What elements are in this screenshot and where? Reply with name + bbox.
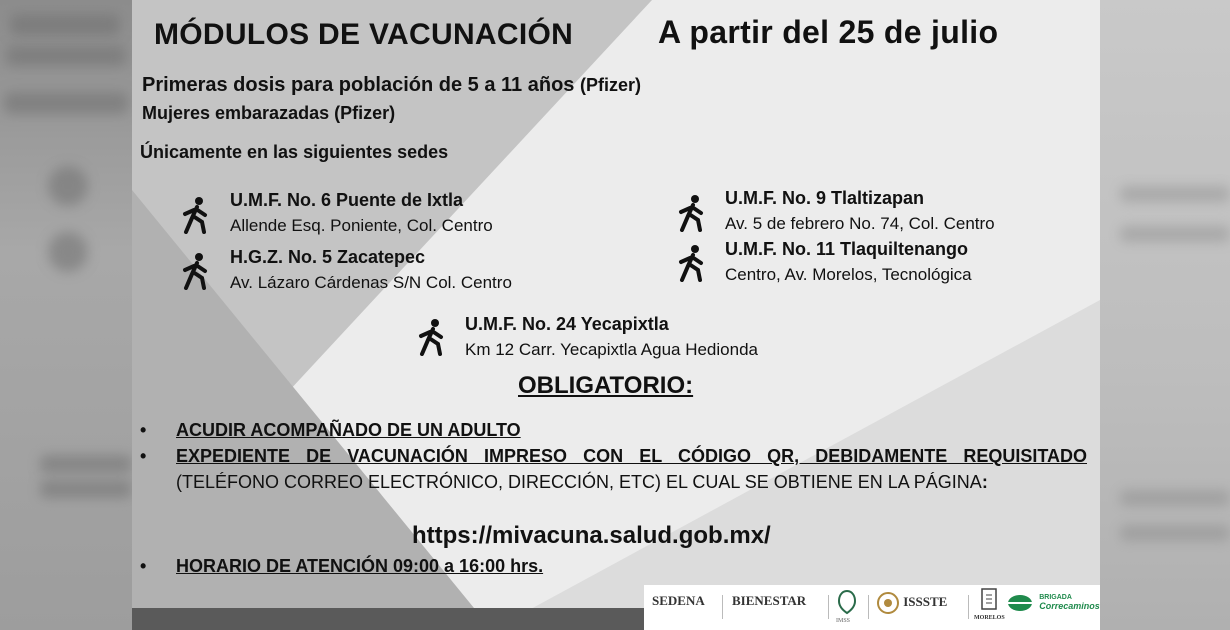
location-4-address: Centro, Av. Morelos, Tecnológica	[725, 265, 972, 284]
bullet: •	[140, 556, 147, 576]
location-5-address: Km 12 Carr. Yecapixtla Agua Hedionda	[465, 340, 758, 359]
walking-person-icon	[676, 244, 706, 282]
brigada-correcaminos-logo: BRIGADA Correcaminos	[1006, 591, 1100, 613]
location-4-name: U.M.F. No. 11 Tlaquiltenango	[725, 239, 969, 259]
poster-title: MÓDULOS DE VACUNACIÓN	[154, 18, 574, 51]
issste-logo: ISSSTE	[876, 591, 947, 615]
location-2-address: Av. Lázaro Cárdenas S/N Col. Centro	[230, 273, 512, 292]
location-2-name: H.G.Z. No. 5 Zacatepec	[230, 247, 426, 267]
location-3-name: U.M.F. No. 9 Tlaltizapan	[725, 188, 925, 208]
location-5-name: U.M.F. No. 24 Yecapixtla	[465, 314, 669, 334]
requirement-hours: HORARIO DE ATENCIÓN 09:00 a 16:00 hrs.	[176, 556, 544, 576]
requirement-record: EXPEDIENTE DE VACUNACIÓN IMPRESO CON EL CÓDIGO QR, DEBIDAMENTE REQUISITADO (TELÉFONO CORREO ELECTRÓNICO, DIRECCIÓN, ETC) EL CUAL SE OBTIENE EN LA PÁGINA:	[176, 446, 1087, 492]
left-blurred-background	[0, 0, 132, 630]
start-date: A partir del 25 de julio	[658, 14, 999, 50]
sites-intro: Únicamente en las siguientes sedes	[140, 142, 449, 162]
imss-logo: IMSS	[836, 589, 858, 624]
vaccination-poster	[132, 0, 1100, 630]
morelos-emblem-icon	[979, 587, 999, 613]
correcaminos-bird-icon	[1006, 591, 1036, 613]
issste-emblem-icon	[876, 591, 900, 615]
walking-person-icon	[416, 318, 446, 356]
right-blurred-background	[1100, 0, 1230, 630]
walking-person-icon	[180, 252, 210, 290]
footer-bar	[132, 608, 644, 630]
bienestar-logo: BIENESTAR	[732, 593, 807, 608]
mandatory-heading: OBLIGATORIO:	[518, 372, 694, 399]
vaccine-url[interactable]: https://mivacuna.salud.gob.mx/	[412, 522, 771, 549]
bullet: •	[140, 420, 147, 440]
walking-person-icon	[180, 196, 210, 234]
morelos-logo: MORELOS	[974, 587, 1005, 621]
sedena-logo: SEDENA	[652, 593, 705, 608]
bullet: •	[140, 446, 147, 466]
pregnant-women-line: Mujeres embarazadas (Pfizer)	[142, 103, 396, 123]
requirement-adult: ACUDIR ACOMPAÑADO DE UN ADULTO	[176, 420, 521, 440]
walking-person-icon	[676, 194, 706, 232]
institution-logos	[644, 585, 1100, 630]
imss-emblem-icon	[836, 589, 858, 615]
first-doses-line: Primeras dosis para población de 5 a 11 años (Pfizer)	[142, 74, 641, 96]
location-1-name: U.M.F. No. 6 Puente de Ixtla	[230, 190, 464, 210]
location-3-address: Av. 5 de febrero No. 74, Col. Centro	[725, 214, 995, 233]
location-1-address: Allende Esq. Poniente, Col. Centro	[230, 216, 493, 235]
